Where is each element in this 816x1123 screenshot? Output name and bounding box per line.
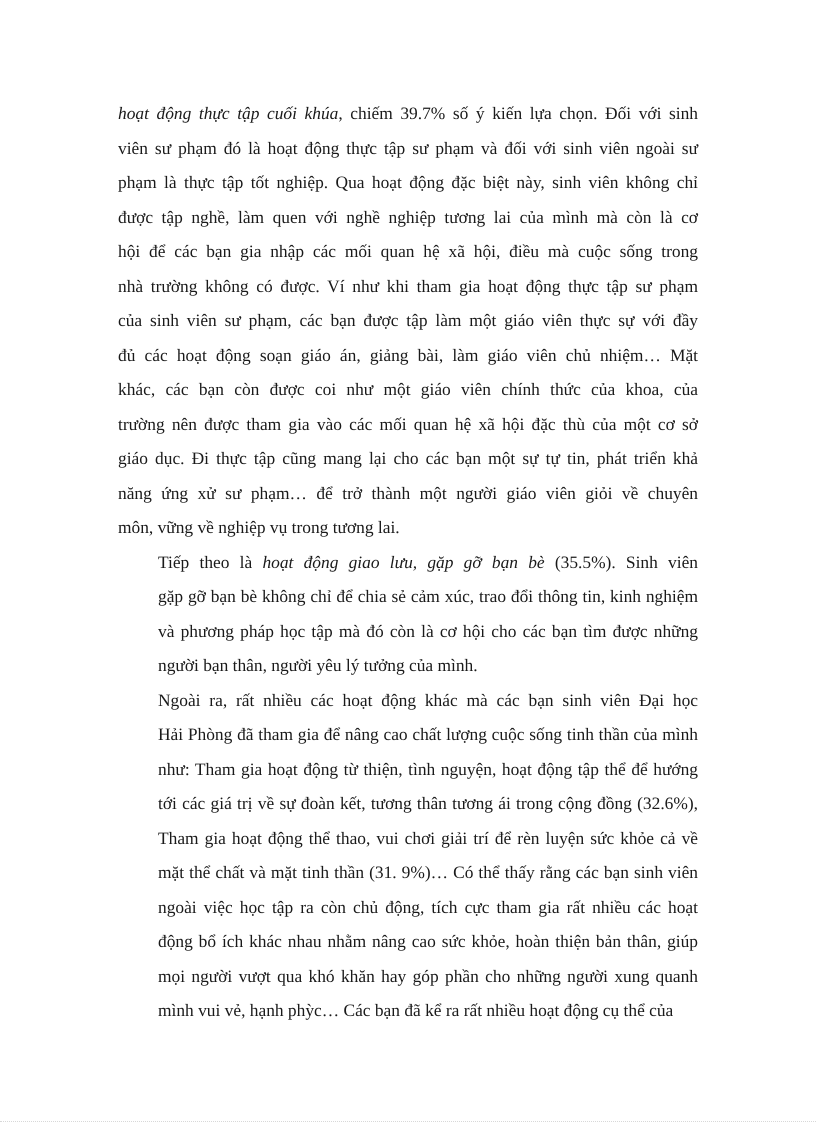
text-segment: tới các giá trị về sự đoàn kết, tương thân tương ái trong cộng đồng (32.6%),: [158, 793, 698, 813]
text-segment: đủ các hoạt động soạn giáo án, giảng bài, làm giáo viên chủ nhiệm… Mặt: [118, 344, 698, 365]
text-line: [118, 131, 698, 166]
text-line: [118, 165, 698, 200]
italic-phrase: hoạt động giao lưu, gặp gỡ bạn bè: [262, 551, 545, 572]
text-segment: nhà trường không có được. Ví như khi tham gia hoạt động thực tập sư phạm: [118, 275, 698, 296]
text-segment: và phương pháp học tập mà đó còn là cơ hội cho các bạn tìm được những: [158, 620, 698, 641]
text-segment: (35.5%). Sinh viên: [544, 551, 698, 572]
text-segment: , chiếm 39.7% số ý kiến lựa chọn. Đối với sinh: [338, 103, 699, 123]
text-line: [118, 993, 698, 1028]
text-line: [118, 821, 698, 856]
text-segment: môn, vững về nghiệp vụ trong tương lai.: [118, 517, 400, 537]
text-line: [118, 959, 698, 994]
text-line: [118, 234, 698, 269]
text-segment: trường nên được tham gia vào các mối quan hệ xã hội đặc thù của một cơ sở: [118, 413, 698, 434]
text-line: [118, 372, 698, 407]
text-line: [118, 269, 698, 304]
text-segment: Tham gia hoạt động thể thao, vui chơi giải trí để rèn luyện sức khỏe cả về: [158, 827, 698, 848]
text-segment: Tiếp theo là: [158, 551, 263, 572]
text-line: [118, 407, 698, 442]
document-page: [118, 96, 698, 1028]
paragraph-internship: [118, 96, 698, 545]
text-line: [118, 786, 698, 821]
text-line: [118, 579, 698, 614]
text-segment: phạm là thực tập tốt nghiệp. Qua hoạt động đặc biệt này, sinh viên không chỉ: [118, 172, 698, 192]
text-line: [118, 890, 698, 925]
text-segment: Ngoài ra, rất nhiều các hoạt động khác mà các bạn sinh viên Đại học: [158, 689, 698, 710]
text-segment: khác, các bạn còn được coi như một giáo viên chính thức của khoa, của: [118, 379, 698, 399]
text-line: [118, 545, 698, 580]
text-segment: giáo dục. Đi thực tập cũng mang lại cho các bạn một sự tự tin, phát triển khả: [118, 448, 698, 468]
text-segment: ngoài việc học tập ra còn chủ động, tích cực tham gia rất nhiều các hoạt: [158, 896, 698, 917]
italic-phrase: hoạt động thực tập cuối khúa: [118, 103, 339, 123]
text-line: [118, 510, 698, 545]
text-segment: động bổ ích khác nhau nhằm nâng cao sức khỏe, hoàn thiện bản thân, giúp: [158, 931, 698, 951]
text-segment: người bạn thân, người yêu lý tưởng của mình.: [158, 655, 478, 675]
text-line: [118, 303, 698, 338]
paragraph-social-exchange: [118, 545, 698, 683]
page-bottom-divider: [0, 1121, 816, 1122]
text-line: [118, 441, 698, 476]
text-line: [118, 683, 698, 718]
text-line: [118, 338, 698, 373]
text-line: [118, 717, 698, 752]
text-segment: mặt thể chất và mặt tinh thần (31. 9%)… Có thể thấy rằng các bạn sinh viên: [158, 862, 698, 882]
text-line: [118, 752, 698, 787]
text-segment: hội để các bạn gia nhập các mối quan hệ xã hội, điều mà cuộc sống trong: [118, 241, 698, 261]
paragraph-other-activities: [118, 683, 698, 1028]
text-line: [118, 96, 698, 131]
text-segment: năng ứng xử sư phạm… để trở thành một người giáo viên giỏi về chuyên: [118, 482, 698, 503]
text-segment: Hải Phòng đã tham gia để nâng cao chất lượng cuộc sống tinh thần của mình: [158, 724, 698, 744]
text-line: [118, 855, 698, 890]
text-segment: của sinh viên sư phạm, các bạn được tập làm một giáo viên thực sự với đầy: [118, 310, 698, 330]
text-line: [118, 476, 698, 511]
text-segment: viên sư phạm đó là hoạt động thực tập sư phạm và đối với sinh viên ngoài sư: [118, 137, 698, 158]
text-segment: gặp gỡ bạn bè không chỉ để chia sẻ cảm xúc, trao đổi thông tin, kinh nghiệm: [158, 586, 698, 606]
text-segment: được tập nghề, làm quen với nghề nghiệp tương lai của mình mà còn là cơ: [118, 206, 698, 227]
text-line: [118, 648, 698, 683]
text-segment: như: Tham gia hoạt động từ thiện, tình nguyện, hoạt động tập thể để hướng: [158, 758, 698, 779]
text-segment: mọi người vượt qua khó khăn hay góp phần cho những người xung quanh: [158, 965, 698, 986]
text-line: [118, 614, 698, 649]
text-line: [118, 200, 698, 235]
text-line: [118, 924, 698, 959]
text-segment: mình vui vẻ, hạnh phỳc… Các bạn đã kể ra rất nhiều hoạt động cụ thể của: [158, 1000, 674, 1020]
